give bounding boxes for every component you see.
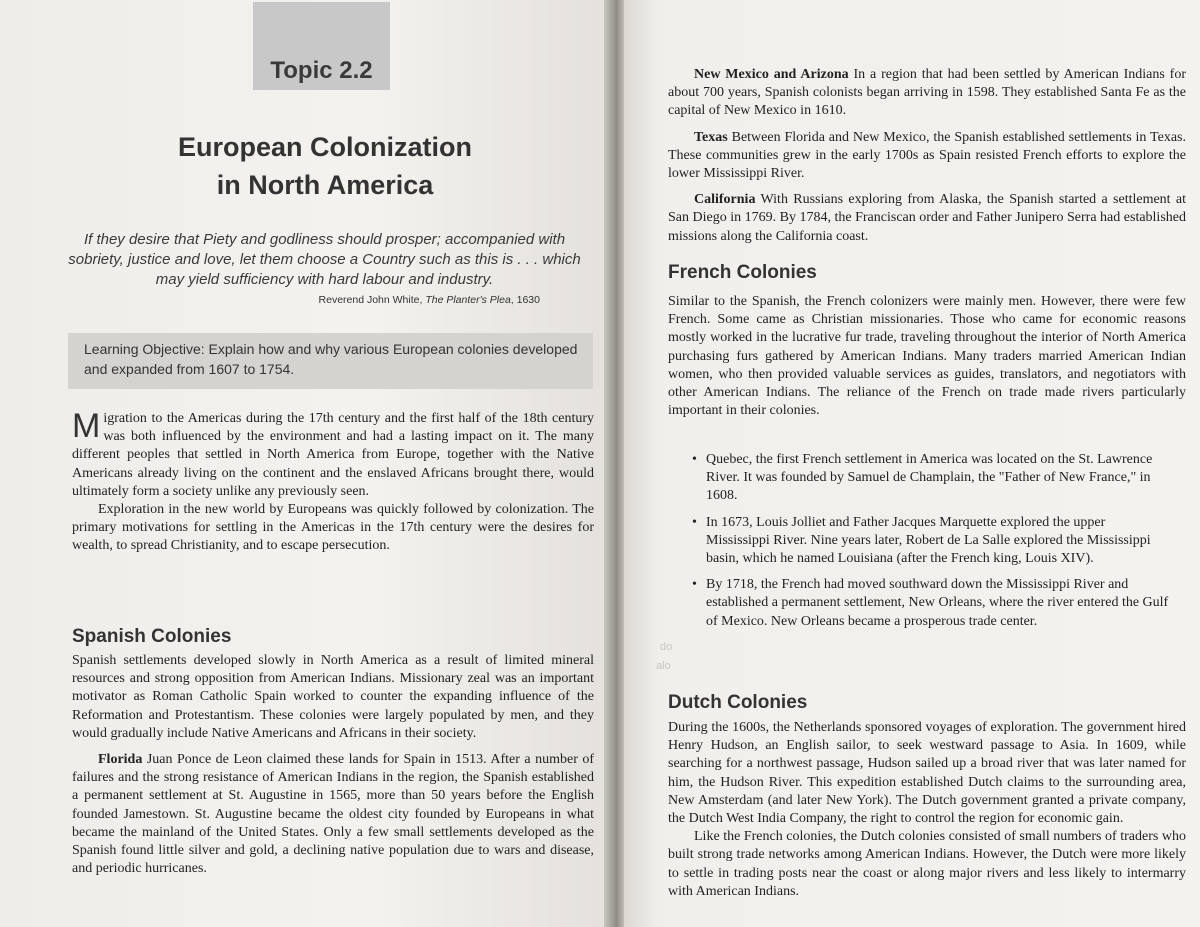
intro-paragraph-1 <box>72 407 594 501</box>
california-paragraph <box>668 191 1186 246</box>
topic-label: Topic 2.2 <box>270 57 373 84</box>
french-colonies-heading: French Colonies <box>668 262 817 283</box>
texas-text: Between Florida and New Mexico, the Spanish established settlements in Texas. These communities grew in the early 1700s as Spain resisted French efforts to explore the lower Mississippi River. <box>668 129 1186 182</box>
dutch-paragraph-2: Like the French colonies, the Dutch colonies consisted of small numbers of traders who built strong trade networks among American Indians. However, the Dutch were more likely to settle in trading posts near the coast or along major rivers and less likely to intermarry with American Indians. <box>668 829 1186 899</box>
new-mexico-run-head: New Mexico and Arizona <box>694 67 849 82</box>
intro-section <box>72 407 594 556</box>
bullet-marker: • <box>692 577 697 593</box>
learning-objective-box <box>68 333 593 389</box>
spanish-regions-section <box>668 66 1186 246</box>
quote-source: The Planter's Plea <box>425 294 511 306</box>
quote-author: Reverend John White, <box>318 294 426 306</box>
dutch-colonies-heading: Dutch Colonies <box>668 692 808 713</box>
chapter-title <box>100 128 550 204</box>
spanish-colonies-heading: Spanish Colonies <box>72 626 232 647</box>
title-line-2: in North America <box>216 170 434 200</box>
french-paragraph-1: Similar to the Spanish, the French colonizers were mainly men. However, there were few French. Some came as Christian missionaries. Those who came for economic reasons mostly worked in the lucrative fur trade, traveling throughout the interior of North America purchasing furs gathered by American Indians. Many traders married American Indian women, who then provided valuable services as guides, translators, and negotiators with other American Indians. The reliance of the French on trade made rivers particularly important in their colonies. <box>668 294 1186 419</box>
florida-run-head: Florida <box>98 752 143 768</box>
topic-tab <box>253 2 390 90</box>
french-bullet-list <box>690 451 1170 639</box>
learning-objective-text: Learning Objective: Explain how and why various European colonies developed and expanded from 1607 to 1754. <box>84 341 578 377</box>
texas-paragraph <box>668 129 1186 184</box>
spanish-section <box>72 652 594 878</box>
french-bullet-new-orleans <box>690 576 1170 631</box>
intro-paragraph-1-text: igration to the Americas during the 17th century and the first half of the 18th century was both influenced by the environment and had a lasting impact on it. The many different peoples that settled in North America from Europe, together with the Native Americans already living on the continent and the enslaved Africans brought there, would ultimately form a society unlike any previously seen. <box>72 411 594 499</box>
bullet-text: By 1718, the French had moved southward down the Mississippi River and established a permanent settlement, New Orleans, where the river entered the Gulf of Mexico. New Orleans became a prosperous trade center. <box>706 577 1169 629</box>
dutch-paragraph-1: During the 1600s, the Netherlands sponsored voyages of exploration. The government hired Henry Hudson, an English sailor, to seek westward passage to Asia. In 1609, while searching for a northwest passage, Hudson sailed up a broad river that was later named for him, the Hudson River. This expedition established Dutch claims to the surrounding area, New Amsterdam (and later New York). The Dutch government granted a private company, the Dutch West India Company, the right to control the region for economic gain. <box>668 720 1186 827</box>
french-bullet-quebec <box>690 451 1170 506</box>
bullet-marker: • <box>692 514 697 530</box>
florida-text: Juan Ponce de Leon claimed these lands for Spain in 1513. After a number of failures and the strong resistance of American Indians in the region, the Spanish established a permanent settlement at St. Augustine in 1565, more than 50 years before the English founded Jamestown. St. Augustine became the oldest city founded by Europeans in what became the mainland of the United States. Only a few small settlements developed as the Spanish found little silver and gold, a declining native population due to wars and disease, and periodic hurricanes. <box>72 752 594 877</box>
epigraph-attribution <box>230 294 540 306</box>
spanish-paragraph-1: Spanish settlements developed slowly in North America as a result of limited mineral resources and strong opposition from American Indians. Missionary zeal was an important motivator as Roman Catholic Spain worked to counter the expanding influence of the Reformation and Protestantism. These colonies were largely populated by men, and they would gradually include Native Americans and Africans in their society. <box>72 653 594 741</box>
bullet-marker: • <box>692 452 697 467</box>
texas-run-head: Texas <box>694 129 728 145</box>
french-section <box>668 293 1186 420</box>
quote-year: , 1630 <box>510 294 540 306</box>
drop-cap: M <box>72 407 101 445</box>
new-mexico-text: In a region that had been settled by American Indians for about 700 years, Spanish colonists began arriving in 1598. They established Santa Fe as the capital of New Mexico in 1610. <box>668 67 1187 119</box>
bullet-text: Quebec, the first French settlement in America was located on the St. Lawrence River. It was founded by Samuel de Champlain, the "Father of New France," in 1608. <box>706 452 1153 504</box>
california-text: With Russians exploring from Alaska, the Spanish started a settlement at San Diego in 1769. By 1784, the Franciscan order and Father Junipero Serra had established missions along the California coast. <box>668 192 1186 244</box>
florida-paragraph <box>72 751 594 878</box>
title-line-1: European Colonization <box>178 132 472 162</box>
new-mexico-paragraph <box>668 66 1186 121</box>
epigraph-quote: If they desire that Piety and godliness should prosper; accompanied with sobriety, justice and love, let them choose a Country such as this is . . . which may yield sufficiency with hard labour and industry. <box>68 231 581 288</box>
california-run-head: California <box>694 192 756 208</box>
intro-paragraph-2: Exploration in the new world by Europeans was quickly followed by colonization. The primary motivations for settling in the Americas in the 17th century were the desires for wealth, to spread Christianity, and to escape persecution. <box>72 502 594 554</box>
french-bullet-mississippi <box>690 514 1170 569</box>
margin-bleed-mark: alo <box>656 660 671 672</box>
margin-bleed-mark: do <box>660 641 673 653</box>
dutch-section <box>668 719 1186 901</box>
bullet-text: In 1673, Louis Jolliet and Father Jacques Marquette explored the upper Mississippi River. Nine years later, Robert de La Salle explored the Mississippi basin, which he named Louisiana (after the French king, Louis XIV). <box>706 514 1151 567</box>
